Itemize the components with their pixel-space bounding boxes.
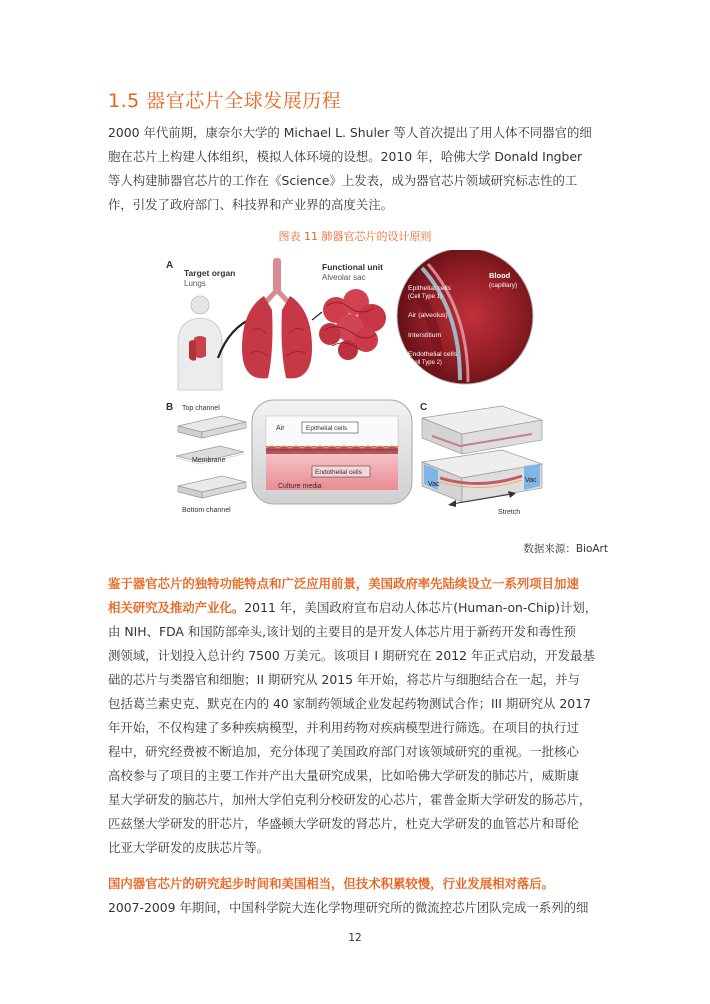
paragraph-us-program	[108, 572, 608, 860]
highlight-line: 鉴于器官芯片的独特功能特点和广泛应用前景，美国政府率先陆续设立一系列项目加速	[108, 576, 579, 591]
stretch-chip-bottom	[422, 450, 542, 502]
membrane-label: Membrane	[192, 457, 226, 464]
panel-b-letter: B	[166, 402, 174, 413]
highlight-text: 相关研究及推动产业化。	[108, 600, 245, 615]
vac-left-label: Vac	[428, 481, 440, 488]
text-line: 由 NIH、FDA 和国防部牵头,该计划的主要目的是开发人体芯片用于新药开发和毒性预	[108, 624, 576, 639]
text-line-rest: 2011 年，美国政府宣布启动人体芯片(Human-on-Chip)计划，	[244, 600, 598, 615]
lungs-illustration	[242, 258, 312, 378]
stretch-chip-top	[422, 406, 542, 454]
functional-unit-label: Functional unit	[322, 262, 383, 272]
epithelial-label: Epithelial cells	[408, 285, 452, 292]
interstitium-label: Interstitium	[408, 332, 442, 339]
panel-c-letter: C	[420, 402, 428, 413]
alveolar-sac-illustration	[319, 289, 386, 360]
text-line: 2007-2009 年期间，中国科学院大连化学物理研究所的微流控芯片团队完成一系列的细	[108, 900, 589, 915]
air-label: Air	[276, 425, 285, 432]
text-line: 胞在芯片上构建人体组织，模拟人体环境的设想。2010 年，哈佛大学 Donald Ingber	[108, 149, 583, 164]
text-line: 匹兹堡大学研发的肝芯片，华盛顿大学研发的肾芯片，杜克大学研发的血管芯片和哥伦	[108, 816, 579, 831]
figure-caption: 图表 11 肺器官芯片的设计原则	[278, 230, 432, 243]
functional-unit-sub: Alveolar sac	[322, 273, 366, 282]
vac-right-label: Vac	[525, 477, 537, 484]
chip-cross-section	[252, 400, 412, 504]
epithelial-sub: (Cell Type 1)	[408, 294, 442, 300]
highlight-line: 国内器官芯片的研究起步时间和美国相当，但技术积累较慢，行业发展相对落后。	[108, 876, 555, 891]
blood-sub: (capillary)	[489, 282, 518, 289]
air-alveolus-label: Air (alveolus)	[408, 312, 448, 319]
endothelial-sub: (Cell Type 2)	[408, 360, 442, 366]
panel-a-letter: A	[166, 260, 174, 271]
epithelial-cells-label: Epithelial cells	[306, 425, 348, 432]
culture-media-label: Culture media	[278, 483, 322, 490]
endothelial-cells-label: Endothelial cells	[315, 469, 362, 476]
blood-label: Blood	[489, 271, 511, 280]
text-line: 包括葛兰素史克、默克在内的 40 家制药领域企业发起药物测试合作；III 期研究从 2017	[108, 696, 591, 711]
text-line: 高校参与了项目的主要工作并产出大量研究成果，比如哈佛大学研发的肺芯片，威斯康	[108, 768, 579, 783]
text-line: 测领域，计划投入总计约 7500 万美元。该项目 I 期研究在 2012 年正式启动，开发最基	[108, 648, 595, 663]
lung-chip-illustration	[160, 250, 552, 520]
text-line: 础的芯片与类器官和细胞；II 期研究从 2015 年开始，将芯片与细胞结合在一起，并与	[108, 672, 580, 687]
lung-chip-figure	[160, 250, 552, 520]
paragraph-china	[108, 872, 608, 920]
target-organ-sub: Lungs	[184, 279, 206, 288]
target-organ-label: Target organ	[184, 268, 236, 278]
top-channel-label: Top channel	[182, 405, 220, 412]
text-line: 等人构建肺器官芯片的工作在《Science》上发表，成为器官芯片领域研究标志性的工	[108, 173, 578, 188]
bottom-channel-label: Bottom channel	[182, 507, 231, 514]
text-line: 程中，研究经费被不断追加，充分体现了美国政府部门对该领域研究的重视。一批核心	[108, 744, 579, 759]
text-line: 比亚大学研发的皮肤芯片等。	[108, 840, 270, 855]
page-number: 12	[348, 932, 362, 944]
text-line: 作，引发了政府部门、科技界和产业界的高度关注。	[108, 197, 393, 212]
stretch-label: Stretch	[498, 509, 521, 516]
text-line: 年开始，不仅构建了多种疾病模型，并利用药物对疾病模型进行筛选。在项目的执行过	[108, 720, 579, 735]
endothelial-label: Endothelial cells	[408, 351, 458, 358]
text-line: 星大学研发的脑芯片，加州大学伯克利分校研发的心芯片，霍普金斯大学研发的肠芯片，	[108, 792, 592, 807]
paragraph-intro	[108, 121, 608, 217]
figure-source: 数据来源：BioArt	[523, 543, 608, 555]
human-figure-icon	[178, 296, 222, 390]
section-title: 1.5 器官芯片全球发展历程	[108, 90, 342, 112]
text-line: 2000 年代前期，康奈尔大学的 Michael L. Shuler 等人首次提出了用人体不同器官的细	[108, 125, 592, 140]
